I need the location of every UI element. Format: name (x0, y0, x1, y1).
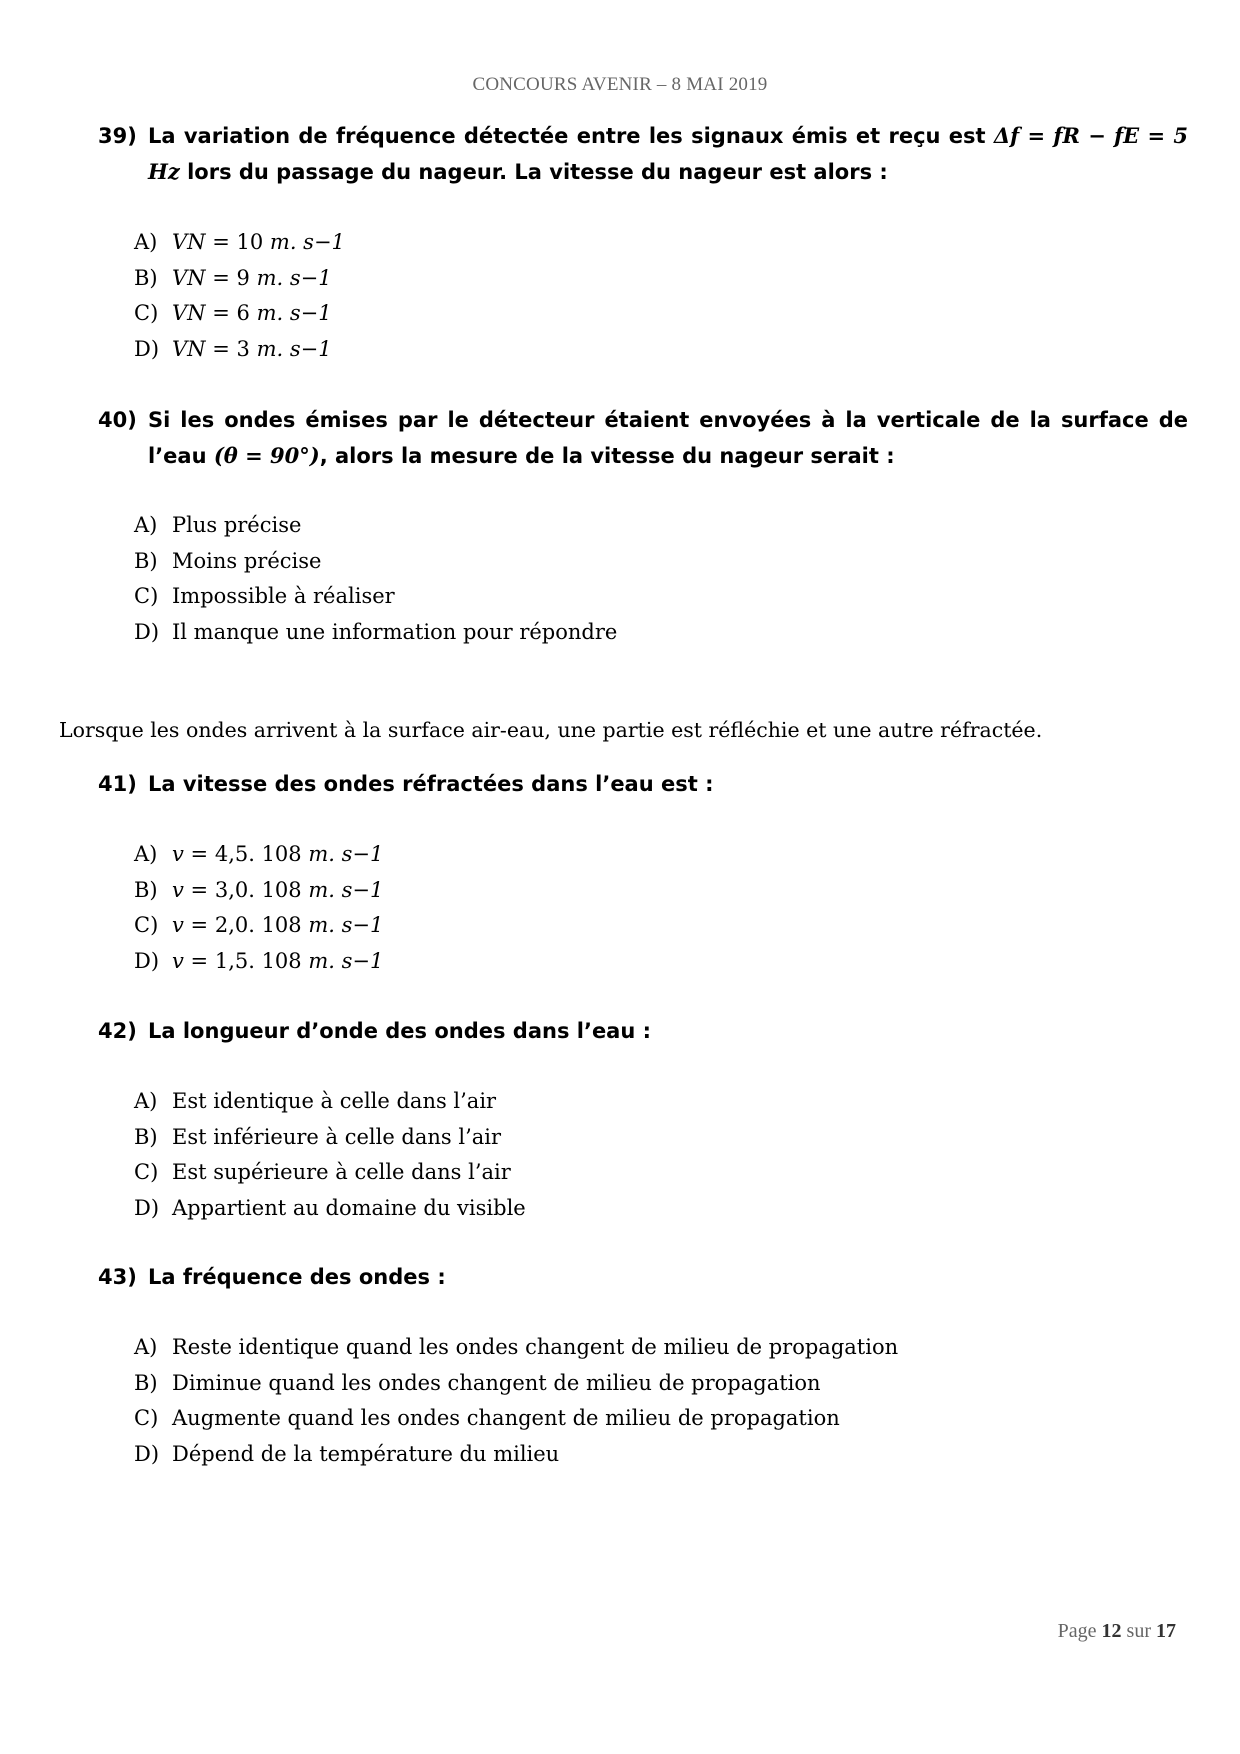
option-d[interactable]: D) Il manque une information pour répondre (134, 619, 618, 644)
question-39 (98, 118, 1188, 190)
question-40 (98, 402, 1188, 474)
option-a[interactable]: A) Est identique à celle dans l’air (134, 1089, 497, 1113)
options-42 (134, 1084, 526, 1226)
question-text: Si les ondes émises par le détecteur étaient envoyées à la verticale de la surface de l’eau (θ = 90°), alors la mesure de la vitesse du nageur serait : (148, 408, 1188, 468)
options-43 (134, 1330, 898, 1472)
option-d[interactable]: D) VN = 3 m. s−1 (134, 336, 332, 361)
option-a[interactable]: A) v = 4,5. 108 m. s−1 (134, 842, 384, 866)
option-d[interactable]: D) v = 1,5. 108 m. s−1 (134, 948, 384, 973)
question-text: La longueur d’onde des ondes dans l’eau : (148, 1019, 652, 1043)
question-number: 43) (98, 1265, 137, 1289)
option-a[interactable]: A) Reste identique quand les ondes changent de milieu de propagation (134, 1335, 899, 1359)
options-39 (134, 225, 345, 367)
question-number: 42) (98, 1019, 137, 1043)
page-number: Page 12 sur 17 (1057, 1620, 1176, 1642)
intro-paragraph: Lorsque les ondes arrivent à la surface air-eau, une partie est réfléchie et une autre réfractée. (59, 718, 1043, 742)
question-43 (98, 1259, 1188, 1295)
option-b[interactable]: B) v = 3,0. 108 m. s−1 (134, 877, 384, 902)
formula: Δf = fR − fE = 5 Hz (148, 123, 1189, 184)
option-b[interactable]: B) Moins précise (134, 548, 322, 573)
page-header: CONCOURS AVENIR – 8 MAI 2019 (472, 74, 768, 95)
option-b[interactable]: B) VN = 9 m. s−1 (134, 265, 332, 290)
question-text: La variation de fréquence détectée entre les signaux émis et reçu est Δf = fR − fE = 5 Hz lors du passage du nageur. La vitesse du nageur est alors : (148, 123, 1189, 184)
option-c[interactable]: C) v = 2,0. 108 m. s−1 (134, 913, 384, 937)
option-c[interactable]: C) Impossible à réaliser (134, 584, 395, 608)
option-c[interactable]: C) VN = 6 m. s−1 (134, 301, 332, 325)
question-text: La vitesse des ondes réfractées dans l’eau est : (148, 772, 714, 796)
option-d[interactable]: D) Appartient au domaine du visible (134, 1195, 526, 1220)
option-a[interactable]: A) VN = 10 m. s−1 (134, 230, 345, 254)
option-b[interactable]: B) Est inférieure à celle dans l’air (134, 1124, 502, 1149)
option-b[interactable]: B) Diminue quand les ondes changent de milieu de propagation (134, 1370, 821, 1395)
question-number: 40) (98, 408, 137, 432)
options-41 (134, 837, 383, 979)
option-d[interactable]: D) Dépend de la température du milieu (134, 1441, 560, 1466)
options-40 (134, 508, 617, 650)
option-a[interactable]: A) Plus précise (134, 513, 302, 537)
question-41 (98, 766, 1188, 802)
question-text: La fréquence des ondes : (148, 1265, 446, 1289)
option-c[interactable]: C) Est supérieure à celle dans l’air (134, 1160, 511, 1184)
formula: (θ = 90°) (213, 443, 320, 468)
option-c[interactable]: C) Augmente quand les ondes changent de milieu de propagation (134, 1406, 840, 1430)
question-42 (98, 1013, 1188, 1049)
question-number: 41) (98, 772, 137, 796)
question-number: 39) (98, 124, 137, 148)
